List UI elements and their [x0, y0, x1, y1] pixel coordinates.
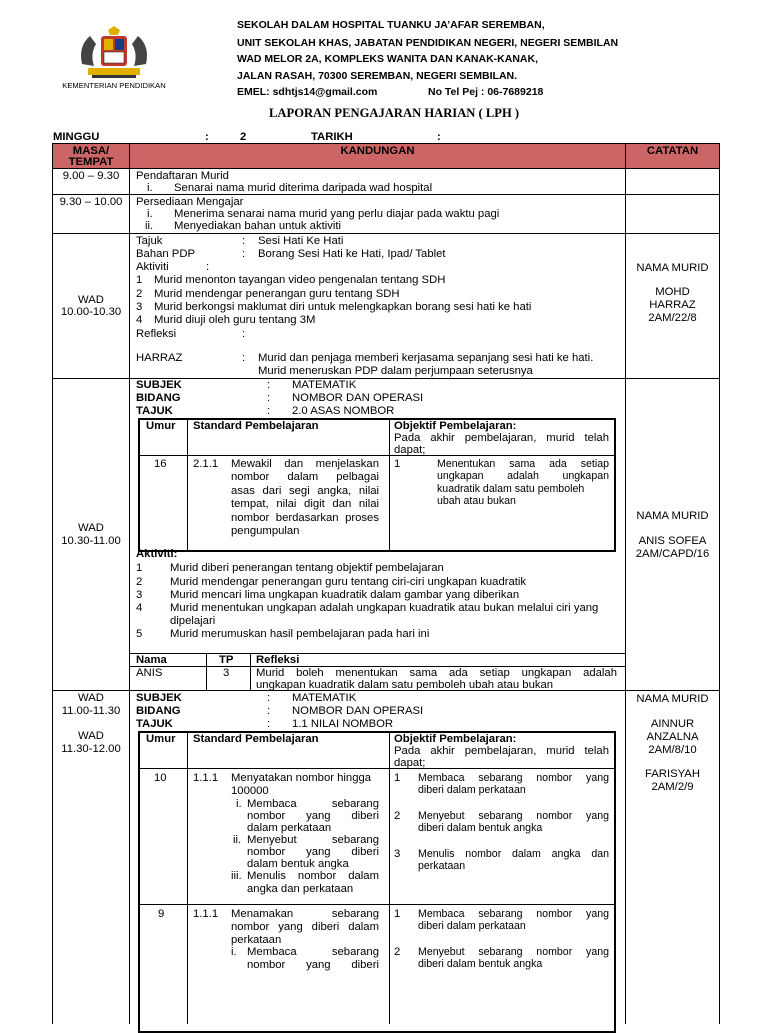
- row4-inner-line: [139, 455, 615, 456]
- row4-time: 10.30-11.00: [61, 535, 121, 547]
- row3-bahan: Borang Sesi Hati ke Hati, Ipad/ Tablet: [258, 248, 446, 260]
- row3-tajuk-label: Tajuk: [136, 235, 163, 247]
- row3-activity: Murid menonton tayangan video pengenalan tentang SDH: [154, 274, 446, 286]
- row3-activity-num: 3: [136, 301, 143, 313]
- row4-ref-divider: [206, 653, 207, 690]
- row5-inner-objektif: Objektif Pembelajaran:: [394, 733, 517, 745]
- row4-activity: Murid mendengar penerangan guru tentang ciri-ciri ungkapan kuadratik: [170, 576, 527, 588]
- row5-a-sub-line: Menulis nombor dalam: [247, 870, 379, 882]
- ministry-name: KEMENTERIAN PENDIDIKAN: [62, 81, 166, 90]
- row5-objektif-intro: dapat;: [394, 757, 426, 769]
- row4-inner-umur: Umur: [146, 420, 176, 432]
- row4-objektif-intro: dapat;: [394, 444, 426, 456]
- row3-activity: Murid berkongsi maklumat diri untuk melengkapkan borang sesi hati ke hati: [154, 301, 532, 313]
- table-line-top: [52, 143, 720, 144]
- row5-a-umur: 10: [154, 772, 167, 784]
- row5-colon: :: [267, 718, 271, 730]
- table-border-left: [52, 143, 53, 1024]
- row3-time: 10.00-10.30: [60, 306, 122, 318]
- row3-note-name: MOHD: [655, 286, 690, 298]
- row3-tajuk-colon: :: [242, 235, 246, 247]
- row5-a-sub-num: iii.: [231, 870, 242, 882]
- row3-note-code: 2AM/22/8: [648, 312, 697, 324]
- row3-activity-num: 2: [136, 288, 143, 300]
- row4-activity: Murid mencari lima ungkapan kuadratik dalam gambar yang diberikan: [170, 589, 520, 601]
- row5-b-sp: Menamakan sebarang: [231, 908, 379, 920]
- row3-note-name: HARRAZ: [649, 299, 696, 311]
- row4-tajuk-label: TAJUK: [136, 405, 173, 417]
- row4-colon: :: [267, 392, 271, 404]
- table-line-header: [52, 168, 720, 169]
- row4-ref-refleksi: Refleksi: [256, 654, 300, 666]
- row4-activity-num: 1: [136, 562, 143, 574]
- row4-ref-tp: TP: [219, 654, 234, 666]
- school-unit: UNIT SEKOLAH KHAS, JABATAN PENDIDIKAN NEGERI, NEGERI SEMBILAN: [237, 37, 619, 49]
- row4-note-code: 2AM/CAPD/16: [635, 548, 710, 560]
- row5-note-name: AINNUR: [650, 718, 695, 730]
- row4-place: WAD: [78, 522, 104, 534]
- row5-a-code: 1.1.1: [193, 772, 219, 784]
- row4-colon: :: [267, 379, 271, 391]
- row5-b-obj-num: 2: [394, 946, 401, 958]
- row5-inner-line: [139, 768, 615, 769]
- row5-a-obj-line: Menulis nombor dalam angka dan: [418, 848, 609, 860]
- row5-b-sub-line: nombor yang diberi: [247, 959, 379, 971]
- row4-activity-num: 3: [136, 589, 143, 601]
- row5-b-sp: nombor yang diberi dalam: [231, 921, 379, 933]
- document-title: LAPORAN PENGAJARAN HARIAN ( LPH ): [269, 106, 520, 120]
- row4-aktiviti-label: Aktiviti:: [136, 548, 178, 560]
- row5-colon: :: [267, 705, 271, 717]
- row2-item-num: ii.: [145, 220, 154, 232]
- row4-activity-num: 2: [136, 576, 143, 588]
- row3-bahan-label: Bahan PDP: [136, 248, 196, 260]
- row4-sp-line: asas dari segi angka, nilai: [231, 485, 379, 497]
- row4-ref-name: ANIS: [136, 667, 163, 679]
- row3-note-label: NAMA MURID: [636, 262, 709, 274]
- row3-activity: Murid mendengar penerangan guru tentang SDH: [154, 288, 400, 300]
- row5-a-sub-line: dalam bentuk angka: [247, 858, 349, 870]
- row4-subjek: MATEMATIK: [292, 379, 357, 391]
- row4-sp-line: Mewakil dan menjelaskan: [231, 458, 379, 470]
- row5-inner-divider: [187, 732, 188, 1024]
- row3-tajuk: Sesi Hati Ke Hati: [258, 235, 344, 247]
- row4-sp-line: nombor dalam pelbagai: [231, 471, 379, 483]
- row5-inner-line: [139, 904, 615, 905]
- row4-inner-objektif: Objektif Pembelajaran:: [394, 420, 517, 432]
- row5-b-sp: perkataan: [231, 934, 282, 946]
- row5-inner-standard: Standard Pembelajaran: [193, 733, 319, 745]
- row4-activity: Murid merumuskan hasil pembelajaran pada hari ini: [170, 628, 430, 640]
- row5-note-code: 2AM/2/9: [651, 781, 694, 793]
- row4-colon: :: [267, 405, 271, 417]
- date-colon: :: [437, 131, 441, 143]
- row5-bidang: NOMBOR DAN OPERASI: [292, 705, 424, 717]
- row2-item-num: i.: [147, 208, 153, 220]
- row4-ref-text: Murid boleh menentukan sama ada setiap ungkapan adalah: [256, 667, 617, 679]
- school-email: EMEL: sdhtjs14@gmail.com: [237, 86, 378, 98]
- row4-ref-nama: Nama: [136, 654, 167, 666]
- row4-bidang: NOMBOR DAN OPERASI: [292, 392, 424, 404]
- row5-note-name: ANZALNA: [646, 731, 699, 743]
- row3-aktiviti-colon: :: [206, 261, 210, 273]
- row5-bidang-label: BIDANG: [136, 705, 181, 717]
- row5-note-label: NAMA MURID: [636, 693, 709, 705]
- header-masa-2: TEMPAT: [68, 156, 114, 168]
- row5-a-sub-num: i.: [236, 798, 242, 810]
- row2-time: 9.30 – 10.00: [59, 196, 123, 208]
- row5-colon: :: [267, 692, 271, 704]
- row5-time: 11.00-11.30: [61, 705, 121, 717]
- row4-activity-num: 5: [136, 628, 143, 640]
- header-catatan: CATATAN: [646, 145, 699, 157]
- row3-refleksi-label: Refleksi: [136, 328, 177, 340]
- row2-title: Persediaan Mengajar: [136, 196, 244, 208]
- row5-note-name: FARISYAH: [644, 768, 701, 780]
- row5-b-code: 1.1.1: [193, 908, 219, 920]
- row5-b-sub-num: i.: [231, 946, 237, 958]
- row3-refleksi-colon: :: [242, 328, 246, 340]
- row5-b-sub-line: Membaca sebarang: [247, 946, 379, 958]
- row5-b-obj-line: Membaca sebarang nombor yang: [418, 908, 609, 920]
- row5-b-obj-line: Menyebut sebarang nombor yang: [418, 946, 609, 958]
- table-divider-1: [129, 143, 130, 1024]
- row4-note-name: ANIS SOFEA: [638, 535, 707, 547]
- row5-objektif-intro: Pada akhir pembelajaran, murid telah: [394, 745, 609, 757]
- row5-a-obj-line: Menyebut sebarang nombor yang: [418, 810, 609, 822]
- row5-b-obj-num: 1: [394, 908, 401, 920]
- row4-obj-line: Menentukan sama ada setiap: [437, 458, 609, 470]
- row3-activity-num: 4: [136, 314, 143, 326]
- row3-aktiviti-label: Aktiviti: [136, 261, 169, 273]
- row2-item: Menyediakan bahan untuk aktiviti: [174, 220, 342, 232]
- school-address-1: WAD MELOR 2A, KOMPLEKS WANITA DAN KANAK-KANAK,: [237, 53, 538, 65]
- row5-time: 11.30-12.00: [61, 743, 121, 755]
- school-address-2: JALAN RASAH, 70300 SEREMBAN, NEGERI SEMBILAN.: [237, 70, 518, 82]
- row4-inner-divider: [389, 419, 390, 551]
- school-name: SEKOLAH DALAM HOSPITAL TUANKU JA’AFAR SEREMBAN,: [237, 19, 545, 31]
- row4-sp-code: 2.1.1: [193, 458, 219, 470]
- week-value: 2: [240, 131, 247, 143]
- row4-sp-line: tempat, nilai digit dan nilai: [231, 498, 379, 510]
- week-colon: :: [205, 131, 209, 143]
- row4-bidang-label: BIDANG: [136, 392, 181, 404]
- row5-a-obj-num: 3: [394, 848, 401, 860]
- row4-sp-line: nombor berdasarkan proses: [231, 512, 379, 524]
- row3-bahan-colon: :: [242, 248, 246, 260]
- row5-place: WAD: [78, 730, 104, 742]
- row5-b-umur: 9: [158, 908, 165, 920]
- row5-inner-divider: [389, 732, 390, 1024]
- ministry-crest: [74, 26, 154, 80]
- row5-b-obj-line: diberi dalam perkataan: [418, 920, 526, 932]
- row5-a-sub-line: Menyebut sebarang: [247, 834, 379, 846]
- row4-obj-line: ungkapan adalah ungkapan: [437, 470, 609, 482]
- row4-activity: Murid menentukan ungkapan adalah ungkapan kuadratik atau bukan melalui ciri yang: [170, 602, 599, 614]
- row3-activity-num: 1: [136, 274, 143, 286]
- row1-item: Senarai nama murid diterima daripada wad hospital: [174, 182, 433, 194]
- row5-a-obj-num: 2: [394, 810, 401, 822]
- row5-b-obj-line: diberi dalam bentuk angka: [418, 958, 543, 970]
- row3-place: WAD: [78, 294, 104, 306]
- row5-inner-umur: Umur: [146, 733, 176, 745]
- row1-title: Pendaftaran Murid: [136, 170, 229, 182]
- row1-time: 9.00 – 9.30: [62, 170, 120, 182]
- row4-umur: 16: [154, 458, 167, 470]
- row3-reflection-2: Murid meneruskan PDP dalam perjumpaan seterusnya: [258, 365, 533, 377]
- row4-activity: Murid diberi penerangan tentang objektif pembelajaran: [170, 562, 444, 574]
- school-phone: No Tel Pej : 06-7689218: [428, 86, 544, 98]
- row5-a-sp: 100000: [231, 785, 269, 797]
- row5-a-sub-line: nombor yang diberi: [247, 846, 379, 858]
- row4-ref-text: ungkapan kuadratik dalam satu pemboleh ubah atau bukan: [256, 679, 554, 691]
- row3-activity: Murid diuji oleh guru tentang 3M: [154, 314, 316, 326]
- row4-ref-tp-value: 3: [223, 667, 230, 679]
- row4-obj-line: kuadratik dalam satu pemboleh: [437, 483, 585, 495]
- row4-ref-line: [130, 653, 625, 654]
- row4-inner-divider: [187, 419, 188, 551]
- row4-obj-num: 1: [394, 458, 401, 470]
- row5-tajuk-label: TAJUK: [136, 718, 173, 730]
- row4-sp-line: pengumpulan: [231, 525, 300, 537]
- header-kandungan: KANDUNGAN: [340, 145, 415, 157]
- row5-a-obj-line: perkataan: [418, 860, 466, 872]
- row3-student: HARRAZ: [136, 352, 183, 364]
- row2-item: Menerima senarai nama murid yang perlu diajar pada waktu pagi: [174, 208, 500, 220]
- row3-reflection-1: Murid dan penjaga memberi kerjasama sepanjang sesi hati ke hati.: [258, 352, 594, 364]
- row4-inner-standard: Standard Pembelajaran: [193, 420, 319, 432]
- row4-activity: dipelajari: [170, 615, 216, 627]
- table-border-right: [719, 143, 720, 1024]
- row4-tajuk: 2.0 ASAS NOMBOR: [292, 405, 395, 417]
- row4-obj-line: ubah atau bukan: [437, 495, 516, 507]
- row5-a-sub-line: dalam perkataan: [247, 822, 332, 834]
- row5-a-obj-line: Membaca sebarang nombor yang: [418, 772, 609, 784]
- row3-student-colon: :: [242, 352, 246, 364]
- row5-subjek-label: SUBJEK: [136, 692, 182, 704]
- row1-item-num: i.: [147, 182, 153, 194]
- date-label: TARIKH: [311, 131, 353, 143]
- row4-activity-num: 4: [136, 602, 143, 614]
- row5-note-code: 2AM/8/10: [648, 744, 697, 756]
- row5-a-obj-num: 1: [394, 772, 401, 784]
- row5-a-sp: Menyatakan nombor hingga: [231, 772, 372, 784]
- row5-place: WAD: [78, 692, 104, 704]
- row5-subjek: MATEMATIK: [292, 692, 357, 704]
- row4-objektif-intro: Pada akhir pembelajaran, murid telah: [394, 432, 609, 444]
- row5-a-sub-num: ii.: [233, 834, 242, 846]
- row5-a-obj-line: diberi dalam bentuk angka: [418, 822, 543, 834]
- row5-a-sub-line: Membaca sebarang: [247, 798, 379, 810]
- row4-note-label: NAMA MURID: [636, 510, 709, 522]
- row5-a-sub-line: angka dan perkataan: [247, 883, 354, 895]
- crest-icon: [74, 26, 154, 80]
- header-masa-1: MASA/: [72, 145, 110, 157]
- row5-tajuk: 1.1 NILAI NOMBOR: [292, 718, 394, 730]
- row5-a-obj-line: diberi dalam perkataan: [418, 784, 526, 796]
- row5-a-sub-line: nombor yang diberi: [247, 810, 379, 822]
- row4-subjek-label: SUBJEK: [136, 379, 182, 391]
- row4-ref-divider: [250, 653, 251, 690]
- week-label: MINGGU: [53, 131, 100, 143]
